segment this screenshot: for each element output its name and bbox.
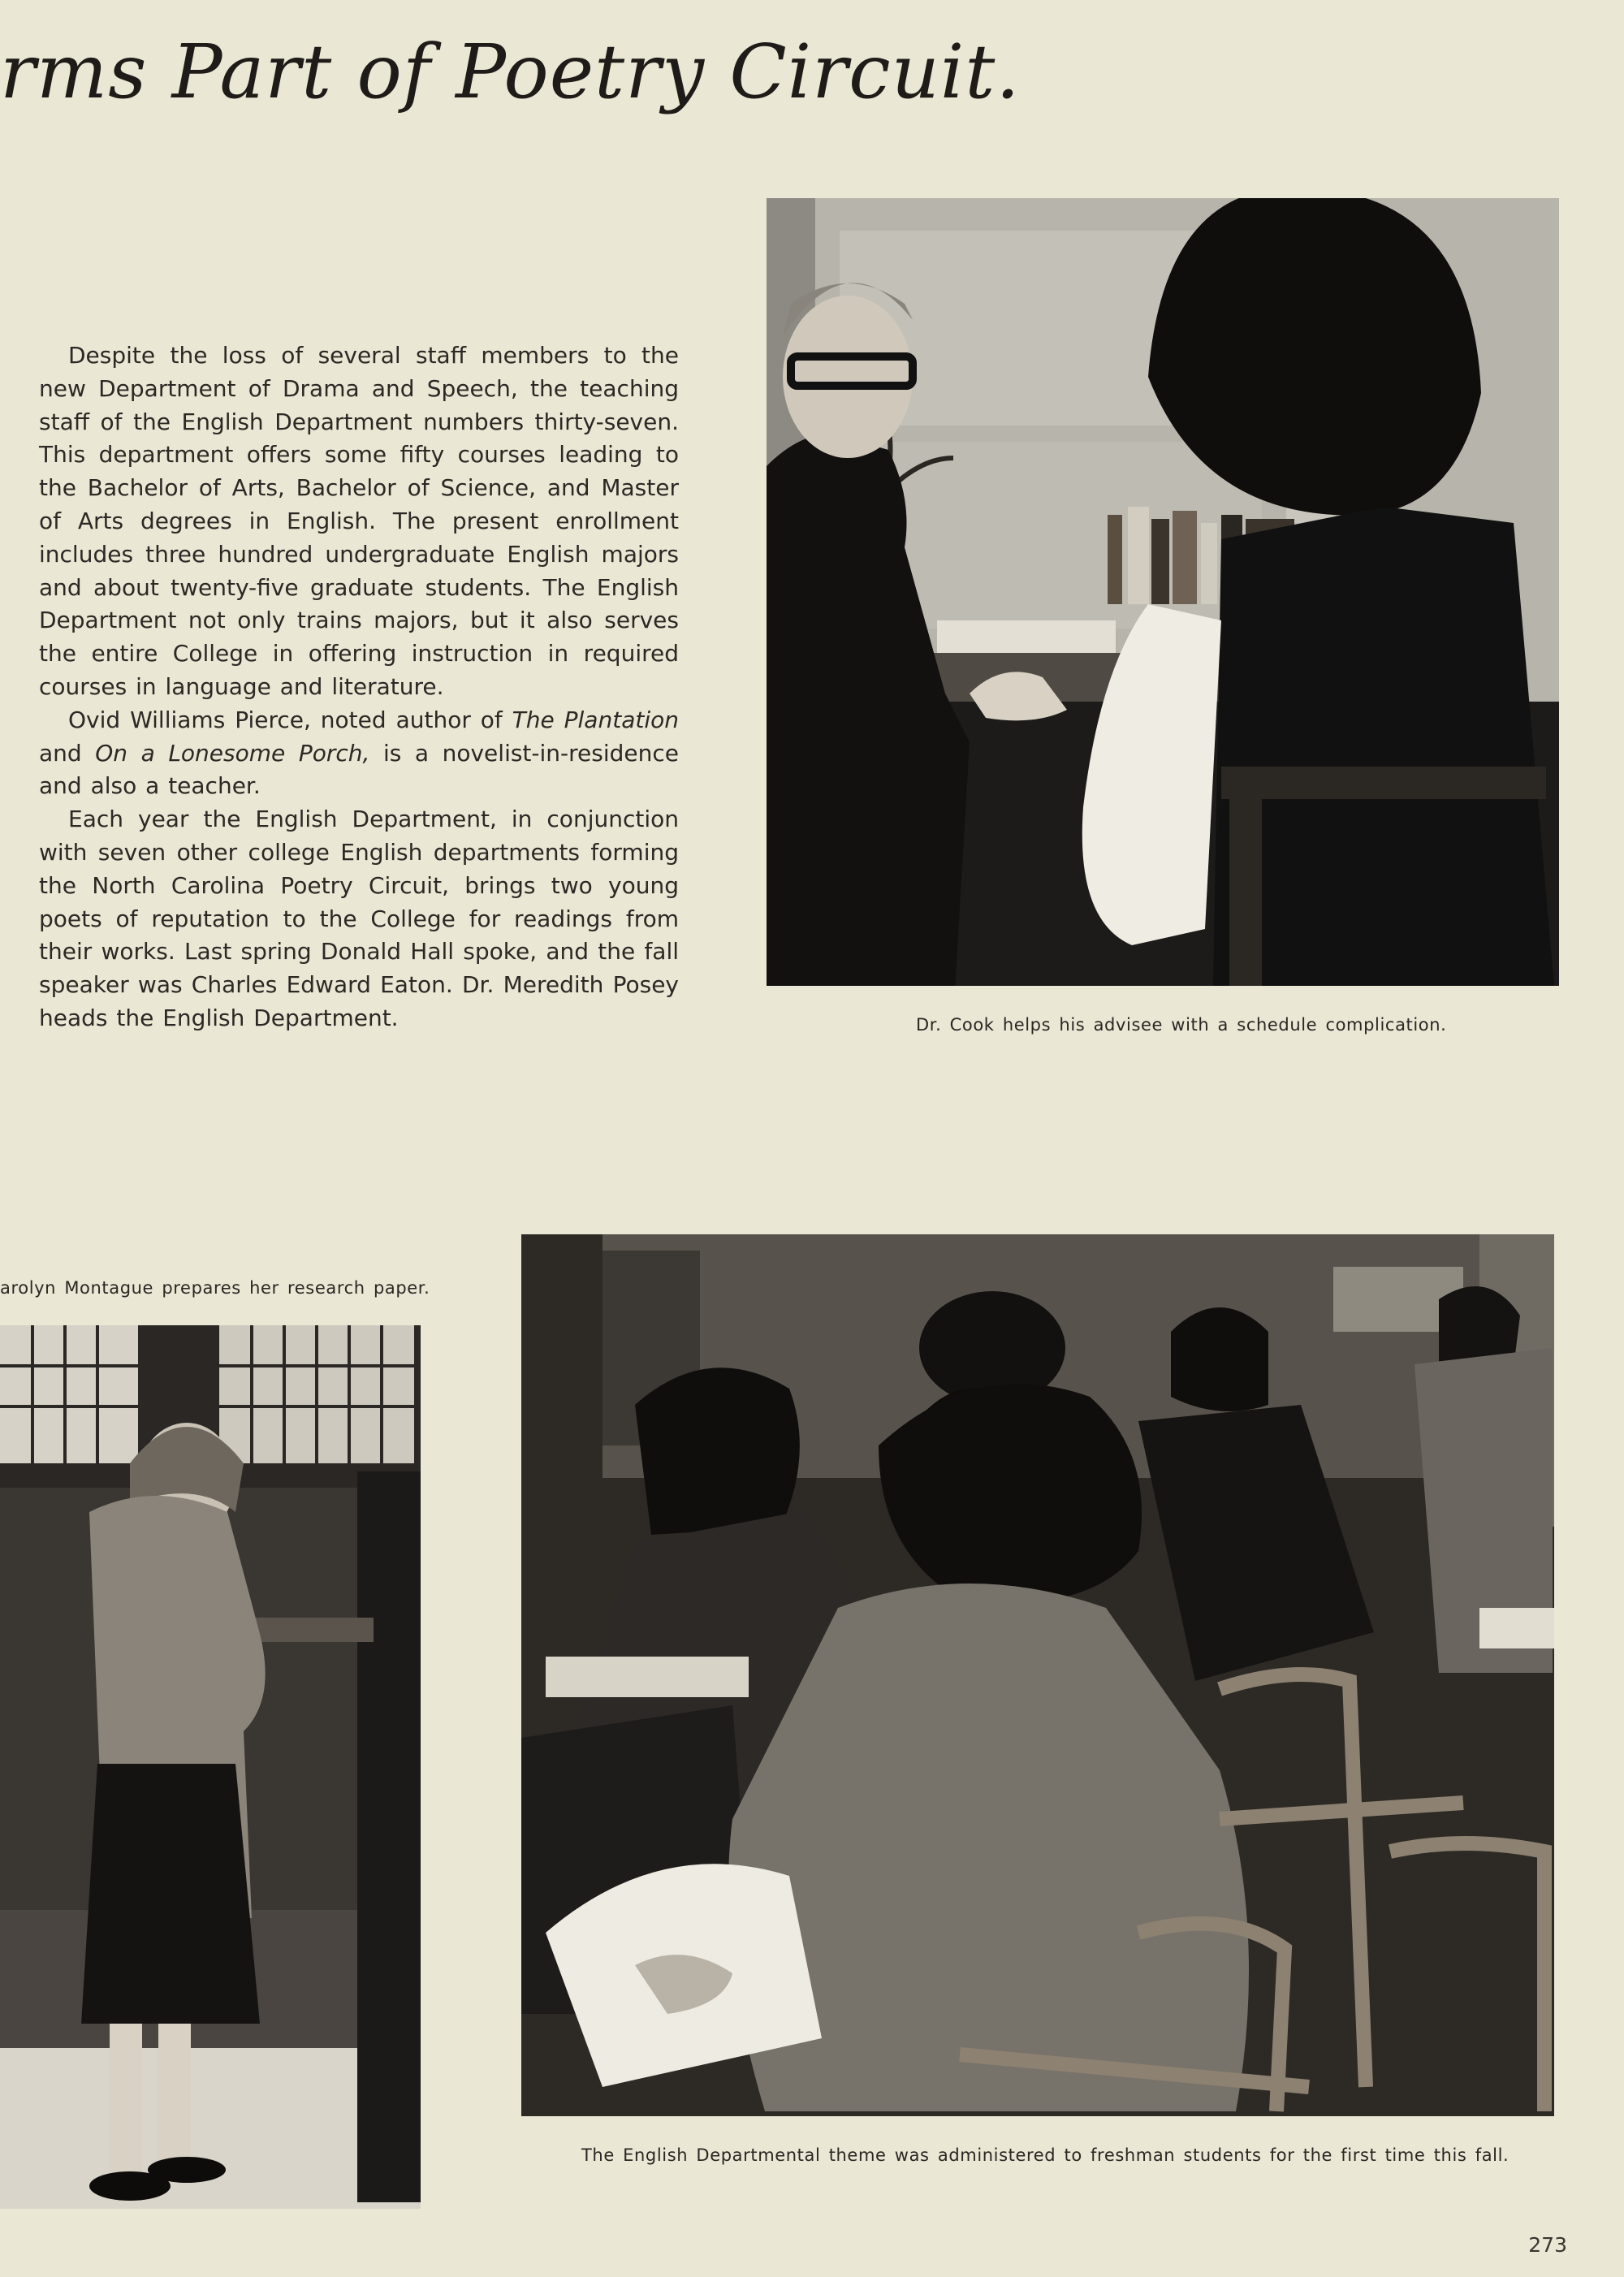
caption-research-paper: arolyn Montague prepares her research paper. xyxy=(0,1278,430,1298)
paragraph-2-text-b: and xyxy=(39,739,96,767)
article-body xyxy=(39,339,679,1035)
caption-classroom: The English Departmental theme was administered to freshman students for the first time this fall. xyxy=(581,2145,1510,2165)
book-title-lonesome-porch: On a Lonesome Porch, xyxy=(95,739,370,767)
paragraph-2-text-c: is a novelist-in-residence and also a teacher. xyxy=(39,739,680,800)
paragraph-1: Despite the loss of several staff members to the new Department of Drama and Speech, the teaching staff of the English Department numbers thirty-seven. This department offers some fifty courses leading to the Bachelor of Arts, Bachelor of Science, and Master of Arts degrees in English. The present enrollment includes three hundred undergraduate English majors and about twenty-five graduate students. The English Department not only trains majors, but it also serves the entire College in offering instruction in required courses in language and literature. xyxy=(39,342,679,700)
photo-classroom xyxy=(521,1234,1554,2116)
paragraph-3: Each year the English Department, in conjunction with seven other college English departments forming the North Carolina Poetry Circuit, brings two young poets of reputation to the College for readings from their works. Last spring Donald Hall spoke, and the fall speaker was Charles Edward Eaton. Dr. Meredith Posey heads the English Department. xyxy=(39,806,679,1031)
paragraph-2-text-a: Ovid Williams Pierce, noted author of xyxy=(68,706,512,733)
photo-research xyxy=(0,1325,421,2209)
book-title-plantation: The Plantation xyxy=(512,706,679,733)
page-number: 273 xyxy=(1528,2233,1567,2257)
photo-advising xyxy=(767,198,1559,986)
headline: rms Part of Poetry Circuit. xyxy=(0,28,1021,115)
paragraph-2 xyxy=(39,704,679,803)
caption-advising: Dr. Cook helps his advisee with a schedule complication. xyxy=(916,1015,1447,1035)
